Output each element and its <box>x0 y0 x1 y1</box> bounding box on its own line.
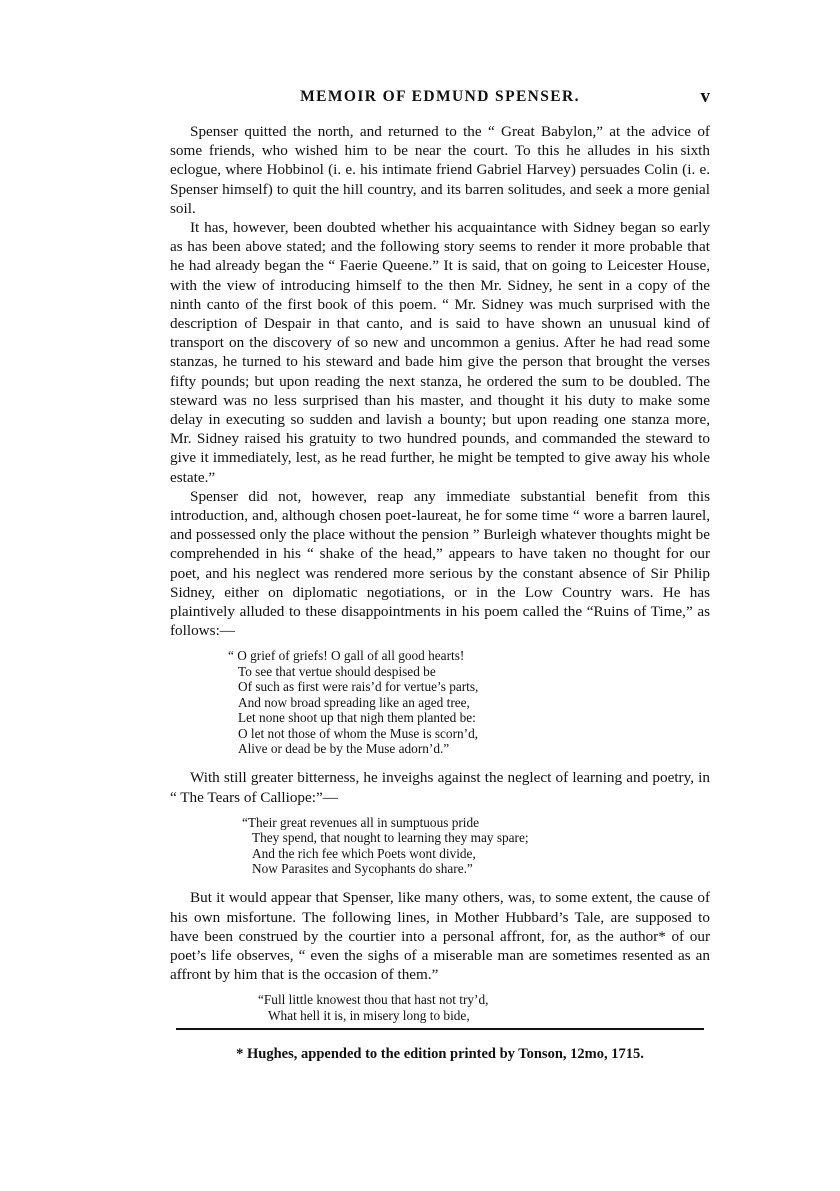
poem-line: Of such as first were rais’d for vertue’s parts, <box>238 679 479 695</box>
poem-line: Alive or dead be by the Muse adorn’d.” <box>238 740 450 756</box>
poem-line: “Their great revenues all in sumptuous pride <box>242 814 480 830</box>
body-text <box>170 122 710 1035</box>
poem-ruins-of-time <box>170 648 710 756</box>
poem-line: Now Parasites and Sycophants do share.” <box>252 860 473 876</box>
paragraph: Spenser quitted the north, and returned to the “ Great Babylon,” at the advice of some friends, who wished him to be near the court. To this he alludes in his sixth eclogue, where Hobbinol (i. e. his intimate friend Gabriel Harvey) persuades Colin (i. e. Spenser himself) to quit the hill country, and its barren solitudes, and seek a more genial soil. <box>170 123 710 217</box>
paragraph: It has, however, been doubted whether his acquaintance with Sidney began so early as has been above stated; and the following story seems to render it more probable that he had already began the “ Faerie Queene.” It is said, that on going to Leicester House, with the view of introducing himself to the then Mr. Sidney, he sent in a copy of the ninth canto of the first book of this poem. “ Mr. Sidney was much surprised with the description of Despair in that canto, and is said to have shown an unusual kind of transport on the discovery of so new and uncommon a genius. After he had read some stanzas, he turned to his steward and bade him give the person that brought the verses fifty pounds; but upon reading the next stanza, he ordered the sum to be doubled. The steward was no less surprised than his master, and thought it his duty to make some delay in executing so sudden and lavish a bounty; but upon reading one stanza more, Mr. Sidney raised his gratuity to two hundred pounds, and commanded the steward to give it immediately, lest, as he read further, he might be tempted to give away his whole estate.” <box>170 219 710 486</box>
poem-mother-hubbards-tale <box>170 992 710 1023</box>
poem-line: O let not those of whom the Muse is scorn’d, <box>238 725 479 741</box>
footnote-rule <box>176 1028 704 1030</box>
running-head: MEMOIR OF EDMUND SPENSER. <box>300 88 580 105</box>
poem-line: Let none shoot up that nigh them planted be: <box>238 710 476 726</box>
poem-line: And the rich fee which Poets wont divide, <box>252 845 476 861</box>
paragraph: Spenser did not, however, reap any immediate substantial benefit from this introduction, and, although chosen poet-laureat, he for some time “ wore a barren laurel, and possessed only the place without the pension ” Burleigh whatever thoughts might be comprehended in his “ shake of the head,” appears to have taken no thought for our poet, and his neglect was rendered more serious by the constant absence of Sir Philip Sidney, either on diplomatic negotiations, or in the Low Country wars. He has plaintively alluded to these disappointments in his poem called the “Ruins of Time,” as follows:— <box>170 487 710 640</box>
poem-line: “ O grief of griefs! O gall of all good hearts! <box>228 648 465 664</box>
paragraph: But it would appear that Spenser, like many others, was, to some extent, the cause of his own misfortune. The following lines, in Mother Hubbard’s Tale, are supposed to have been construed by the courtier into a personal affront, for, as the author* of our poet’s life observes, “ even the sighs of a miserable man are sometimes resented as an affront by him that is the occasion of them.” <box>170 889 710 984</box>
paragraph: With still greater bitterness, he inveighs against the neglect of learning and poetry, in “ The Tears of Calliope:”— <box>170 769 710 806</box>
footnote: * Hughes, appended to the edition printed by Tonson, 12mo, 1715. <box>236 1046 644 1062</box>
poem-line: And now broad spreading like an aged tree, <box>238 694 470 710</box>
page-number: v <box>700 86 710 107</box>
poem-line: To see that vertue should despised be <box>238 663 436 679</box>
poem-line: What hell it is, in misery long to bide, <box>268 1007 470 1023</box>
poem-line: “Full little knowest thou that hast not try’d, <box>258 992 489 1008</box>
page-header <box>170 88 710 112</box>
poem-tears-of-calliope <box>170 815 710 877</box>
poem-line: They spend, that nought to learning they may spare; <box>252 830 529 846</box>
